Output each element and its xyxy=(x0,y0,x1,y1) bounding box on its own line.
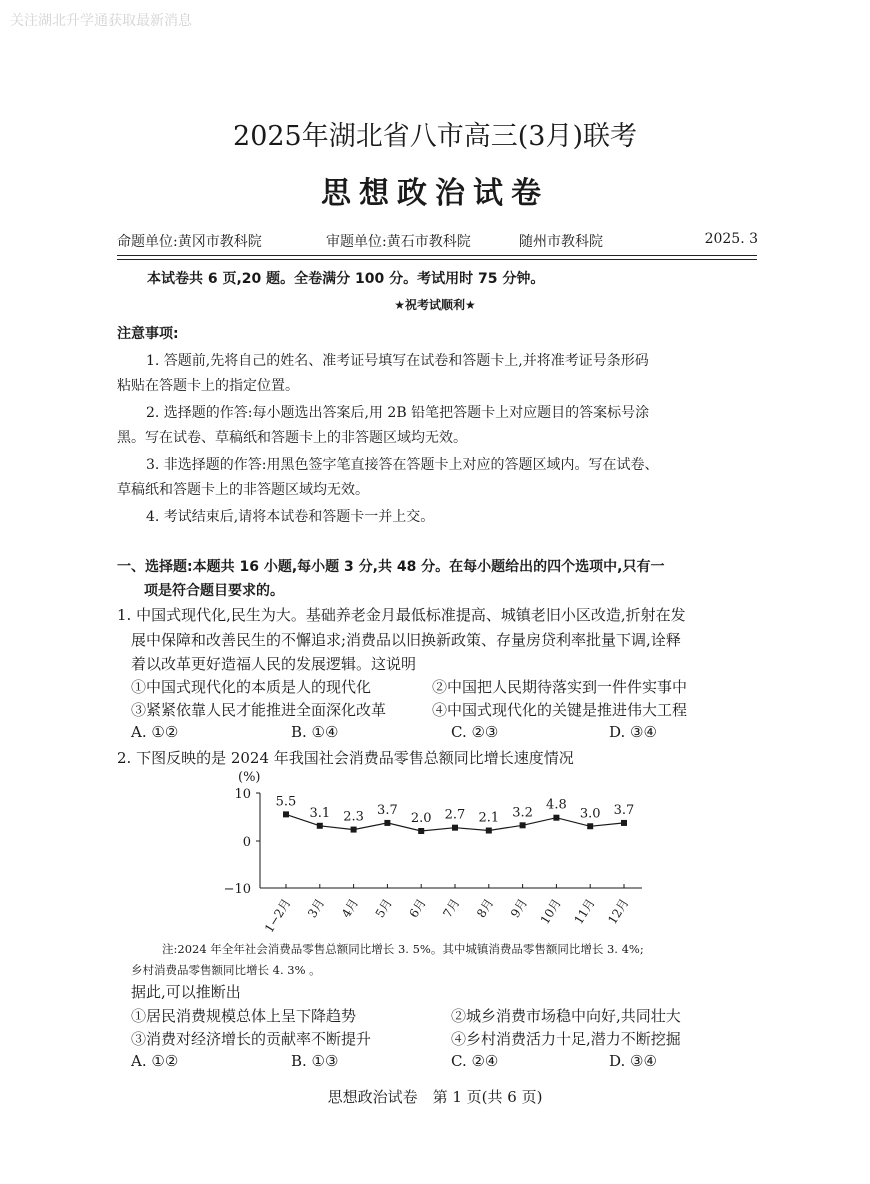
notice-line: 粘贴在答题卡上的指定位置。 xyxy=(117,378,299,394)
notice-line: 黑。写在试卷、草稿纸和答题卡上的非答题区域均无效。 xyxy=(117,430,467,446)
x-tick-label: 1−2月 xyxy=(261,896,294,936)
q1-statement: ②中国把人民期待落实到一件件实事中 xyxy=(432,678,688,696)
watermark: 关注湖北升学通获取最新消息 xyxy=(10,13,192,29)
data-label: 3.0 xyxy=(579,806,601,822)
setter-unit: 命题单位:黄冈市教科院 xyxy=(117,234,262,250)
q2-option-a[interactable]: A. ①② xyxy=(131,1052,179,1070)
notice-line: 草稿纸和答题卡上的非答题区域均无效。 xyxy=(117,482,369,498)
q2-stem: 2. 下图反映的是 2024 年我国社会消费品零售总额同比增长速度情况 xyxy=(117,749,574,767)
data-label: 3.7 xyxy=(613,802,635,818)
q2-option-b[interactable]: B. ①③ xyxy=(291,1052,339,1070)
notice-line: 1. 答题前,先将自己的姓名、准考证号填写在试卷和答题卡上,并将准考证号条形码 xyxy=(146,353,649,369)
data-point xyxy=(553,815,559,821)
q1-statement: ④中国式现代化的关键是推进伟大工程 xyxy=(432,701,688,719)
section-heading: 一、选择题:本题共 16 小题,每小题 3 分,共 48 分。在每小题给出的四个选项中,只有一 xyxy=(117,559,665,575)
x-tick-label: 9月 xyxy=(507,896,531,921)
data-point xyxy=(520,822,526,828)
data-label: 3.1 xyxy=(309,805,331,821)
q2-statement: ①居民消费规模总体上呈下降趋势 xyxy=(131,1007,357,1025)
exam-summary: 本试卷共 6 页,20 题。全卷满分 100 分。考试用时 75 分钟。 xyxy=(147,271,545,287)
q2-statement: ④乡村消费活力十足,潜力不断挖掘 xyxy=(451,1030,681,1048)
q2-note: 注:2024 年全年社会消费品零售总额同比增长 3. 5%。其中城镇消费品零售额同比增长 3. 4%; xyxy=(162,942,644,956)
exam-title: 2025年湖北省八市高三(3月)联考 xyxy=(233,121,637,152)
blessing: ★祝考试顺利★ xyxy=(394,298,476,312)
q2-question: 据此,可以推断出 xyxy=(131,983,241,1001)
y-tick-label: −10 xyxy=(223,882,251,897)
data-label: 2.0 xyxy=(410,811,432,826)
q1-stem: 着以改革更好造福人民的发展逻辑。这说明 xyxy=(131,655,417,673)
data-point xyxy=(621,820,627,826)
chart-ylabel: (%) xyxy=(238,770,261,785)
q2-option-d[interactable]: D. ③④ xyxy=(609,1052,657,1070)
page-footer: 思想政治试卷 第 1 页(共 6 页) xyxy=(327,1088,543,1106)
q2-option-c[interactable]: C. ②④ xyxy=(451,1052,499,1070)
reviewer-unit: 审题单位:黄石市教科院 xyxy=(326,234,471,250)
q2-note: 乡村消费品零售额同比增长 4. 3% 。 xyxy=(131,963,321,977)
x-tick-label: 12月 xyxy=(605,896,632,927)
notice-heading: 注意事项: xyxy=(117,326,179,342)
exam-date: 2025. 3 xyxy=(704,231,758,247)
x-tick-label: 11月 xyxy=(571,896,598,927)
q2-statement: ②城乡消费市场稳中向好,共同壮大 xyxy=(451,1007,681,1025)
y-tick-label: 10 xyxy=(234,787,251,802)
x-tick-label: 5月 xyxy=(372,896,395,921)
x-tick-label: 4月 xyxy=(338,896,362,921)
x-tick-label: 7月 xyxy=(440,896,463,921)
data-point xyxy=(317,823,323,829)
q1-option-b[interactable]: B. ①④ xyxy=(291,723,339,741)
y-tick-label: 0 xyxy=(242,835,251,850)
q1-option-c[interactable]: C. ②③ xyxy=(451,723,499,741)
notice-line: 3. 非选择题的作答:用黑色签字笔直接答在答题卡上对应的答题区域内。写在试卷、 xyxy=(146,457,659,473)
x-tick-label: 10月 xyxy=(537,896,564,927)
data-label: 2.1 xyxy=(478,810,500,826)
data-label: 4.8 xyxy=(546,797,567,813)
data-label: 5.5 xyxy=(275,794,297,810)
section-heading-cont: 项是符合题目要求的。 xyxy=(144,583,284,599)
data-point xyxy=(452,825,458,831)
data-point xyxy=(351,827,357,833)
data-point xyxy=(486,828,492,834)
data-point xyxy=(384,820,390,826)
data-label: 3.7 xyxy=(377,802,398,818)
q1-statement: ③紧紧依靠人民才能推进全面深化改革 xyxy=(131,701,387,719)
data-point xyxy=(587,823,593,829)
x-tick-label: 6月 xyxy=(406,896,429,921)
notice-line: 2. 选择题的作答:每小题选出答案后,用 2B 铅笔把答题卡上对应题目的答案标号涂 xyxy=(146,405,650,421)
data-label: 2.3 xyxy=(343,809,364,825)
header-rule-bottom xyxy=(117,259,757,260)
data-point xyxy=(418,828,424,834)
notice-line: 4. 考试结束后,请将本试卷和答题卡一并上交。 xyxy=(146,509,435,525)
growth-chart xyxy=(210,765,670,940)
q1-option-a[interactable]: A. ①② xyxy=(131,723,179,741)
q1-stem: 1. 中国式现代化,民生为大。基础养老金月最低标准提高、城镇老旧小区改造,折射在发 xyxy=(117,606,686,624)
data-label: 3.2 xyxy=(512,805,533,821)
q1-statement: ①中国式现代化的本质是人的现代化 xyxy=(131,678,372,696)
data-point xyxy=(283,811,289,817)
reviewer-unit-2: 随州市教科院 xyxy=(519,234,603,250)
subject-title: 思想政治试卷 xyxy=(321,176,549,211)
q1-stem: 展中保障和改善民生的不懈追求;消费品以旧换新政策、存量房贷利率批量下调,诠释 xyxy=(131,631,681,649)
x-tick-label: 8月 xyxy=(474,896,497,921)
data-label: 2.7 xyxy=(444,807,466,823)
q2-statement: ③消费对经济增长的贡献率不断提升 xyxy=(131,1030,372,1048)
header-rule-top xyxy=(117,255,757,256)
x-tick-label: 3月 xyxy=(305,896,328,921)
q1-option-d[interactable]: D. ③④ xyxy=(609,723,657,741)
